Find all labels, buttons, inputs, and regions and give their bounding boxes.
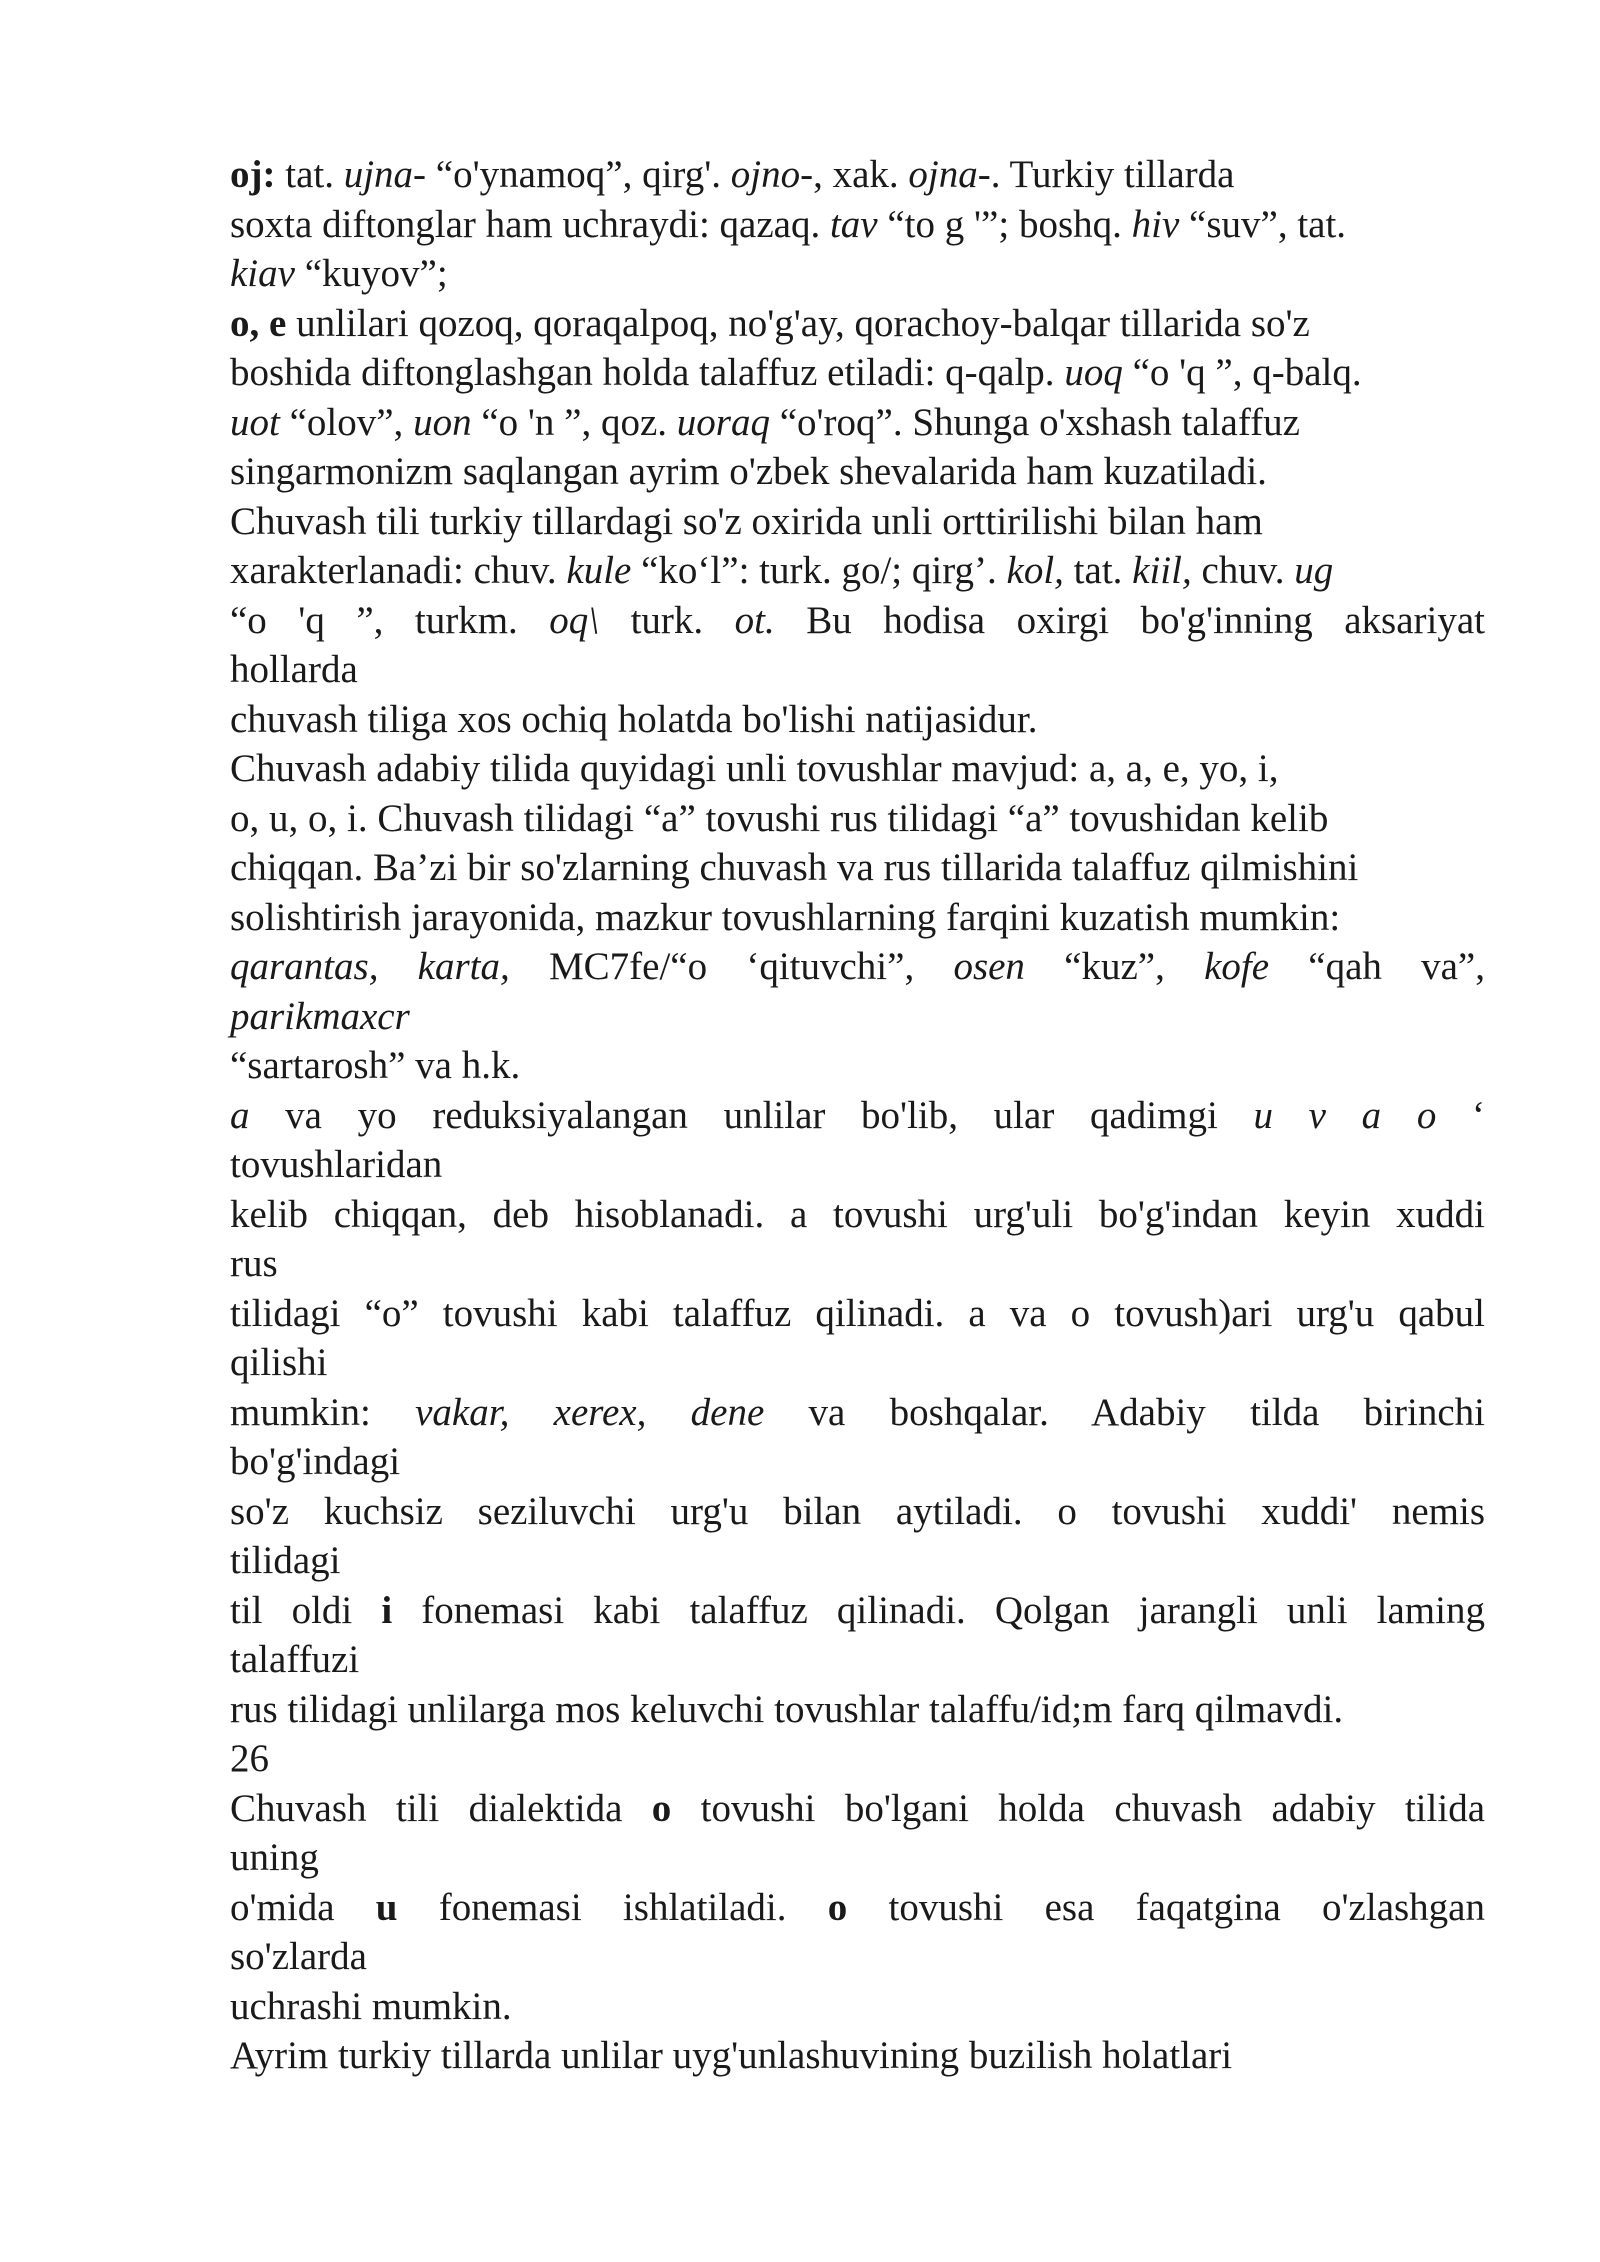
text-run: “suv”, tat. xyxy=(1179,202,1347,246)
text-run: so'z kuchsiz seziluvchi urg'u bilan aytiladi. o tovushi xuddi' nemis xyxy=(230,1489,1485,1533)
text-line xyxy=(230,1784,1485,1834)
text-run: kule xyxy=(566,549,632,592)
text-line xyxy=(230,1239,1485,1289)
document-page xyxy=(230,150,1485,2081)
text-run: tat. xyxy=(275,153,344,196)
text-run: tilidagi xyxy=(230,1539,341,1582)
text-run: Chuvash adabiy tilida quyidagi unli tovushlar mavjud: a, a, e, yo, i, xyxy=(230,747,1279,790)
text-line xyxy=(230,1041,1485,1091)
text-run: qarantas, karta, xyxy=(230,945,510,988)
text-run: uot xyxy=(230,400,280,444)
text-line xyxy=(230,596,1485,646)
text-line xyxy=(230,992,1485,1042)
text-run: o xyxy=(651,1786,672,1830)
text-run: rus xyxy=(230,1242,278,1285)
text-run: o xyxy=(827,1885,848,1929)
text-line xyxy=(230,497,1485,547)
text-run: tilidagi “o” tovushi kabi talaffuz qilinadi. a va o tovush)ari urg'u qabul xyxy=(230,1291,1485,1335)
text-run: Chuvash tili dialektida xyxy=(230,1786,652,1830)
text-run: vakar, xerex, dene xyxy=(415,1390,765,1434)
text-run: talaffuzi xyxy=(230,1638,360,1681)
text-line xyxy=(230,2031,1485,2081)
text-line xyxy=(230,645,1485,695)
text-run: mumkin: xyxy=(230,1390,416,1434)
text-line xyxy=(230,1635,1485,1685)
text-run: “sartarosh” va h.k. xyxy=(230,1044,521,1087)
text-run: kelib chiqqan, deb hisoblanadi. a tovushi urg'uli bo'g'indan keyin xuddi xyxy=(230,1192,1485,1236)
text-line xyxy=(230,695,1485,745)
text-run: parikmaxcr xyxy=(230,994,410,1038)
text-run: MC7fe/“o ‘qituvchi”, xyxy=(509,945,954,988)
text-run: ojno- xyxy=(730,153,814,196)
text-line xyxy=(230,1388,1485,1438)
text-line xyxy=(230,1487,1485,1537)
text-run: turk. xyxy=(599,598,735,642)
text-run: “o 'q ”, q-balq. xyxy=(1122,351,1362,394)
text-run: oj: xyxy=(230,153,276,196)
text-run: fonemasi kabi talaffuz qilinadi. Qolgan jarangli unli laming xyxy=(392,1588,1485,1632)
text-run: a xyxy=(230,1093,250,1137)
text-run: uon xyxy=(413,400,472,444)
text-run: fonemasi ishlatiladi. xyxy=(397,1885,828,1929)
text-line xyxy=(230,348,1485,398)
text-run: tav xyxy=(829,202,878,246)
text-run: oq\ xyxy=(549,598,600,642)
text-line xyxy=(230,249,1485,299)
text-line xyxy=(230,398,1485,448)
text-line xyxy=(230,1338,1485,1388)
text-run: ‘ xyxy=(1436,1093,1485,1137)
text-run: so'zlarda xyxy=(230,1935,367,1978)
text-run: o, e xyxy=(230,301,287,345)
text-line xyxy=(230,1536,1485,1586)
text-line xyxy=(230,942,1485,992)
text-run: o, u, o, i. Chuvash tilidagi “a” tovushi rus tilidagi “a” tovushidan kelib xyxy=(230,796,1329,840)
text-run: Chuvash tili turkiy tillardagi so'z oxirida unli orttirilishi bilan ham xyxy=(230,499,1263,543)
text-line xyxy=(230,1734,1485,1784)
text-run: unlilari qozoq, qoraqalpoq, no'g'ay, qorachoy-balqar tillarida so'z xyxy=(286,301,1310,345)
text-run: ujna- xyxy=(343,153,427,196)
text-run: soxta diftonglar ham uchraydi: qazaq. xyxy=(230,202,830,246)
text-run: ojna- xyxy=(908,153,991,196)
text-run: tovushi esa faqatgina o'zlashgan xyxy=(847,1885,1485,1929)
text-run: uning xyxy=(230,1836,319,1879)
text-line xyxy=(230,1091,1485,1141)
text-run: hollarda xyxy=(230,648,358,691)
text-run: “o 'q ”, turkm. xyxy=(230,598,550,642)
text-line xyxy=(230,1586,1485,1636)
text-run: “qah va”, xyxy=(1269,945,1485,988)
text-run: tat. xyxy=(1063,549,1133,592)
text-run: Bu hodisa oxirgi bo'g'inning aksariyat xyxy=(774,598,1485,642)
text-run: va boshqalar. Adabiy tilda birinchi xyxy=(764,1390,1485,1434)
text-run: ot. xyxy=(734,598,775,642)
text-line xyxy=(230,447,1485,497)
text-run: 26 xyxy=(230,1737,269,1780)
text-run: chuv. xyxy=(1191,549,1295,592)
text-run: chiqqan. Ba’zi bir so'zlarning chuvash va rus tillarida talaffuz qilmishini xyxy=(230,846,1359,889)
text-line xyxy=(230,1190,1485,1240)
text-run: u v a o xyxy=(1253,1093,1437,1137)
text-run: osen xyxy=(953,945,1025,988)
text-run: “ko‘l”: turk. go/; qirg’. xyxy=(631,549,1007,592)
text-line xyxy=(230,1982,1485,2032)
text-line xyxy=(230,1140,1485,1190)
text-run: solishtirish jarayonida, mazkur tovushlarning farqini kuzatish mumkin: xyxy=(230,895,1341,939)
text-line xyxy=(230,1932,1485,1982)
text-run: “o'roq”. Shunga o'xshash talaffuz xyxy=(769,400,1300,444)
text-run: , xak. xyxy=(813,153,909,196)
text-run: til oldi xyxy=(230,1588,382,1632)
text-line xyxy=(230,843,1485,893)
text-line xyxy=(230,893,1485,943)
text-run: “kuz”, xyxy=(1024,945,1205,988)
text-run: “kuyov”; xyxy=(294,252,448,295)
text-run: kofe xyxy=(1204,945,1270,988)
text-run: i xyxy=(381,1588,393,1632)
text-run: bo'g'indagi xyxy=(230,1440,401,1483)
text-run: rus tilidagi unlilarga mos keluvchi tovushlar talaffu/id;m farq qilmavdi. xyxy=(230,1687,1344,1731)
text-run: kiil, xyxy=(1132,549,1192,592)
text-run: uoq xyxy=(1064,351,1123,394)
text-run: Ayrim turkiy tillarda unlilar uyg'unlashuvining buzilish holatlari xyxy=(230,2034,1233,2077)
text-run: “olov”, xyxy=(279,400,414,444)
text-line xyxy=(230,1685,1485,1735)
text-run: chuvash tiliga xos ochiq holatda bo'lishi natijasidur. xyxy=(230,697,1038,741)
text-run: “o'ynamoq”, qirg'. xyxy=(426,153,731,196)
text-run: hiv xyxy=(1131,202,1180,246)
text-run: uoraq xyxy=(676,400,770,444)
text-line xyxy=(230,299,1485,349)
text-line xyxy=(230,1883,1485,1933)
text-run: u xyxy=(375,1885,398,1929)
text-run: tovushi bo'lgani holda chuvash adabiy tilida xyxy=(671,1786,1485,1830)
text-line xyxy=(230,150,1485,200)
text-line xyxy=(230,794,1485,844)
text-run: . Turkiy tillarda xyxy=(990,153,1235,196)
text-line xyxy=(230,200,1485,250)
text-run: xarakterlanadi: chuv. xyxy=(230,549,567,592)
text-run: o'mida xyxy=(230,1885,376,1929)
text-run: ug xyxy=(1294,549,1334,592)
text-line xyxy=(230,1437,1485,1487)
text-run: “o 'n ”, qoz. xyxy=(471,400,677,444)
text-run: tovushlaridan xyxy=(230,1143,443,1186)
text-line xyxy=(230,1289,1485,1339)
text-line xyxy=(230,744,1485,794)
text-run: singarmonizm saqlangan ayrim o'zbek shevalarida ham kuzatiladi. xyxy=(230,450,1267,493)
text-run: kol, xyxy=(1006,549,1064,592)
text-run: va yo reduksiyalangan unlilar bo'lib, ular qadimgi xyxy=(249,1093,1254,1137)
text-run: boshida diftonglashgan holda talaffuz etiladi: q-qalp. xyxy=(230,351,1065,394)
text-line xyxy=(230,546,1485,596)
text-line xyxy=(230,1833,1485,1883)
text-run: “to g '”; boshq. xyxy=(877,202,1132,246)
text-run: kiav xyxy=(230,252,295,295)
text-run: qilishi xyxy=(230,1341,328,1384)
text-run: uchrashi mumkin. xyxy=(230,1984,512,2028)
